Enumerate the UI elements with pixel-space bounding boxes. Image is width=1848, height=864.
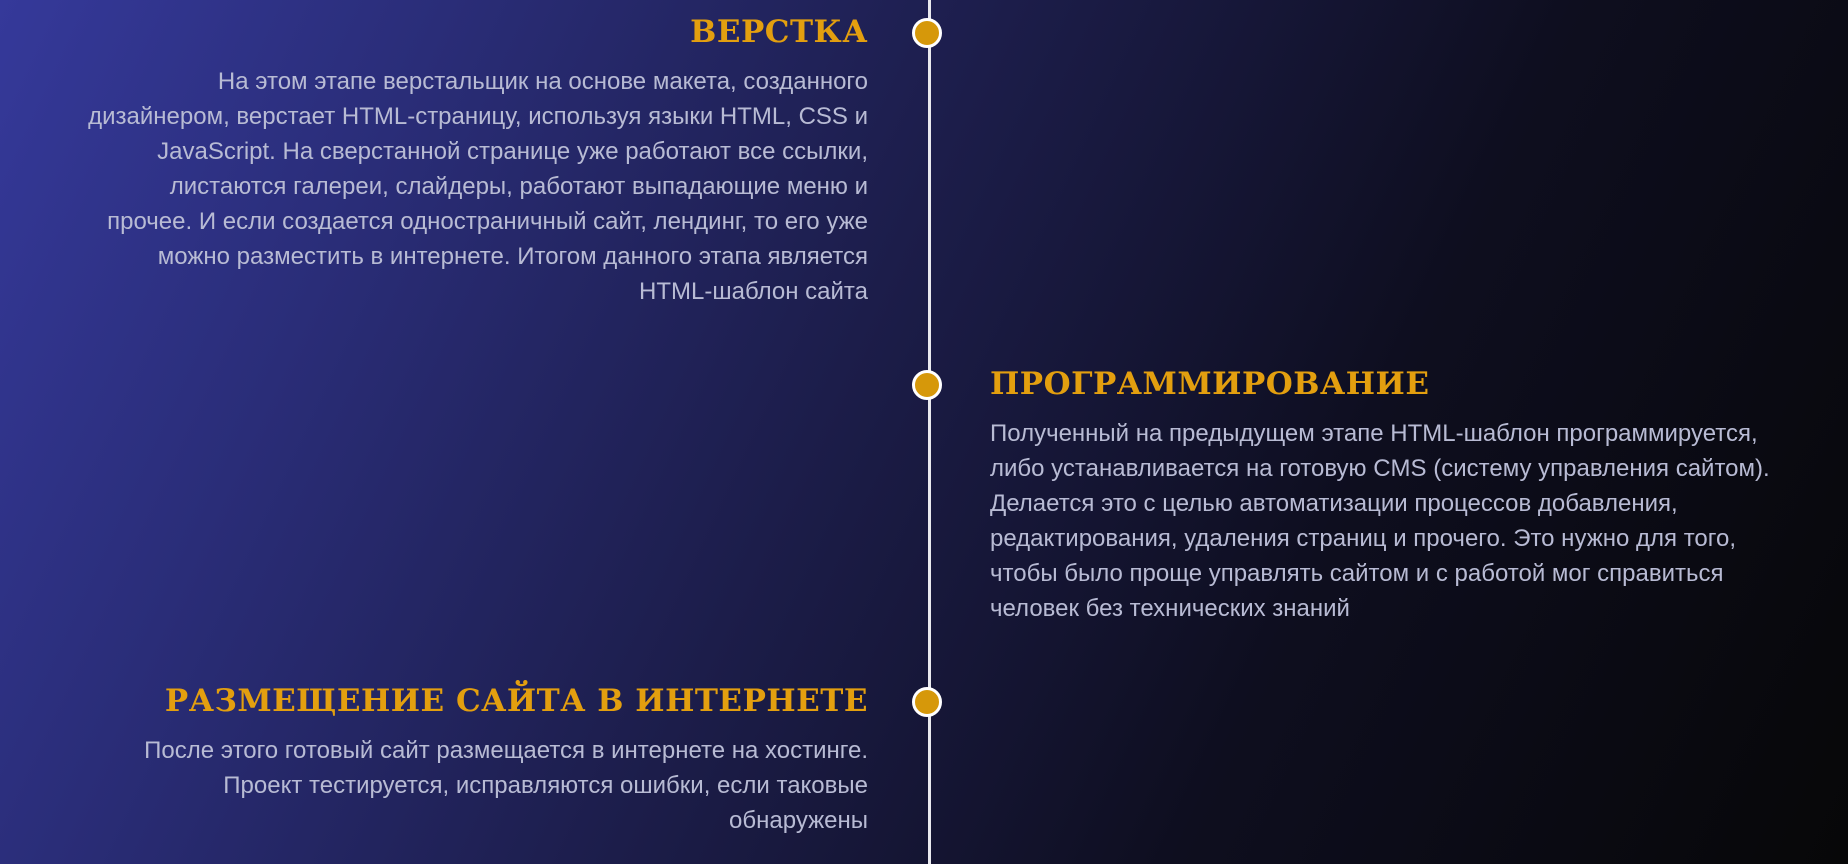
- step-description-line: Проект тестируется, исправляются ошибки, если таковые: [223, 772, 868, 799]
- step-title: ПРОГРАММИРОВАНИЕ: [990, 366, 1430, 402]
- step-title: РАЗМЕЩЕНИЕ САЙТА В ИНТЕРНЕТЕ: [164, 683, 868, 719]
- step-description-line: человек без технических знаний: [990, 595, 1350, 622]
- step-description-line: обнаружены: [729, 807, 868, 834]
- timeline-step-programming: [990, 364, 1770, 626]
- step-description: [990, 416, 1770, 626]
- timeline-step-hosting: [144, 681, 868, 838]
- step-description-line: листаются галереи, слайдеры, работают выпадающие меню и: [169, 173, 868, 200]
- step-title: ВЕРСТКА: [690, 14, 868, 50]
- step-description-line: После этого готовый сайт размещается в интернете на хостинге.: [144, 737, 868, 764]
- step-description-line: редактирования, удаления страниц и прочего. Это нужно для того,: [990, 525, 1737, 552]
- step-description-line: чтобы было проще управлять сайтом и с работой мог справиться: [990, 560, 1724, 587]
- timeline-marker-programming: [912, 370, 942, 400]
- step-description-line: дизайнером, верстает HTML-страницу, используя языки HTML, CSS и: [88, 103, 868, 130]
- step-description-line: прочее. И если создается одностраничный сайт, лендинг, то его уже: [107, 208, 868, 235]
- step-description-line: можно разместить в интернете. Итогом данного этапа является: [157, 243, 868, 270]
- timeline-step-verstka: [88, 12, 868, 309]
- step-description-line: Делается это с целью автоматизации процессов добавления,: [990, 490, 1678, 517]
- step-description-line: либо устанавливается на готовую CMS (систему управления сайтом).: [990, 455, 1770, 482]
- timeline-line: [928, 0, 931, 864]
- step-description-line: Полученный на предыдущем этапе HTML-шаблон программируется,: [990, 420, 1758, 447]
- step-description-line: HTML-шаблон сайта: [639, 278, 868, 305]
- timeline-marker-hosting: [912, 687, 942, 717]
- timeline-marker-verstka: [912, 18, 942, 48]
- step-description-line: JavaScript. На сверстанной странице уже работают все ссылки,: [157, 138, 868, 165]
- step-description-line: На этом этапе верстальщик на основе макета, созданного: [217, 68, 868, 95]
- step-description: [88, 64, 868, 309]
- step-description: [144, 733, 868, 838]
